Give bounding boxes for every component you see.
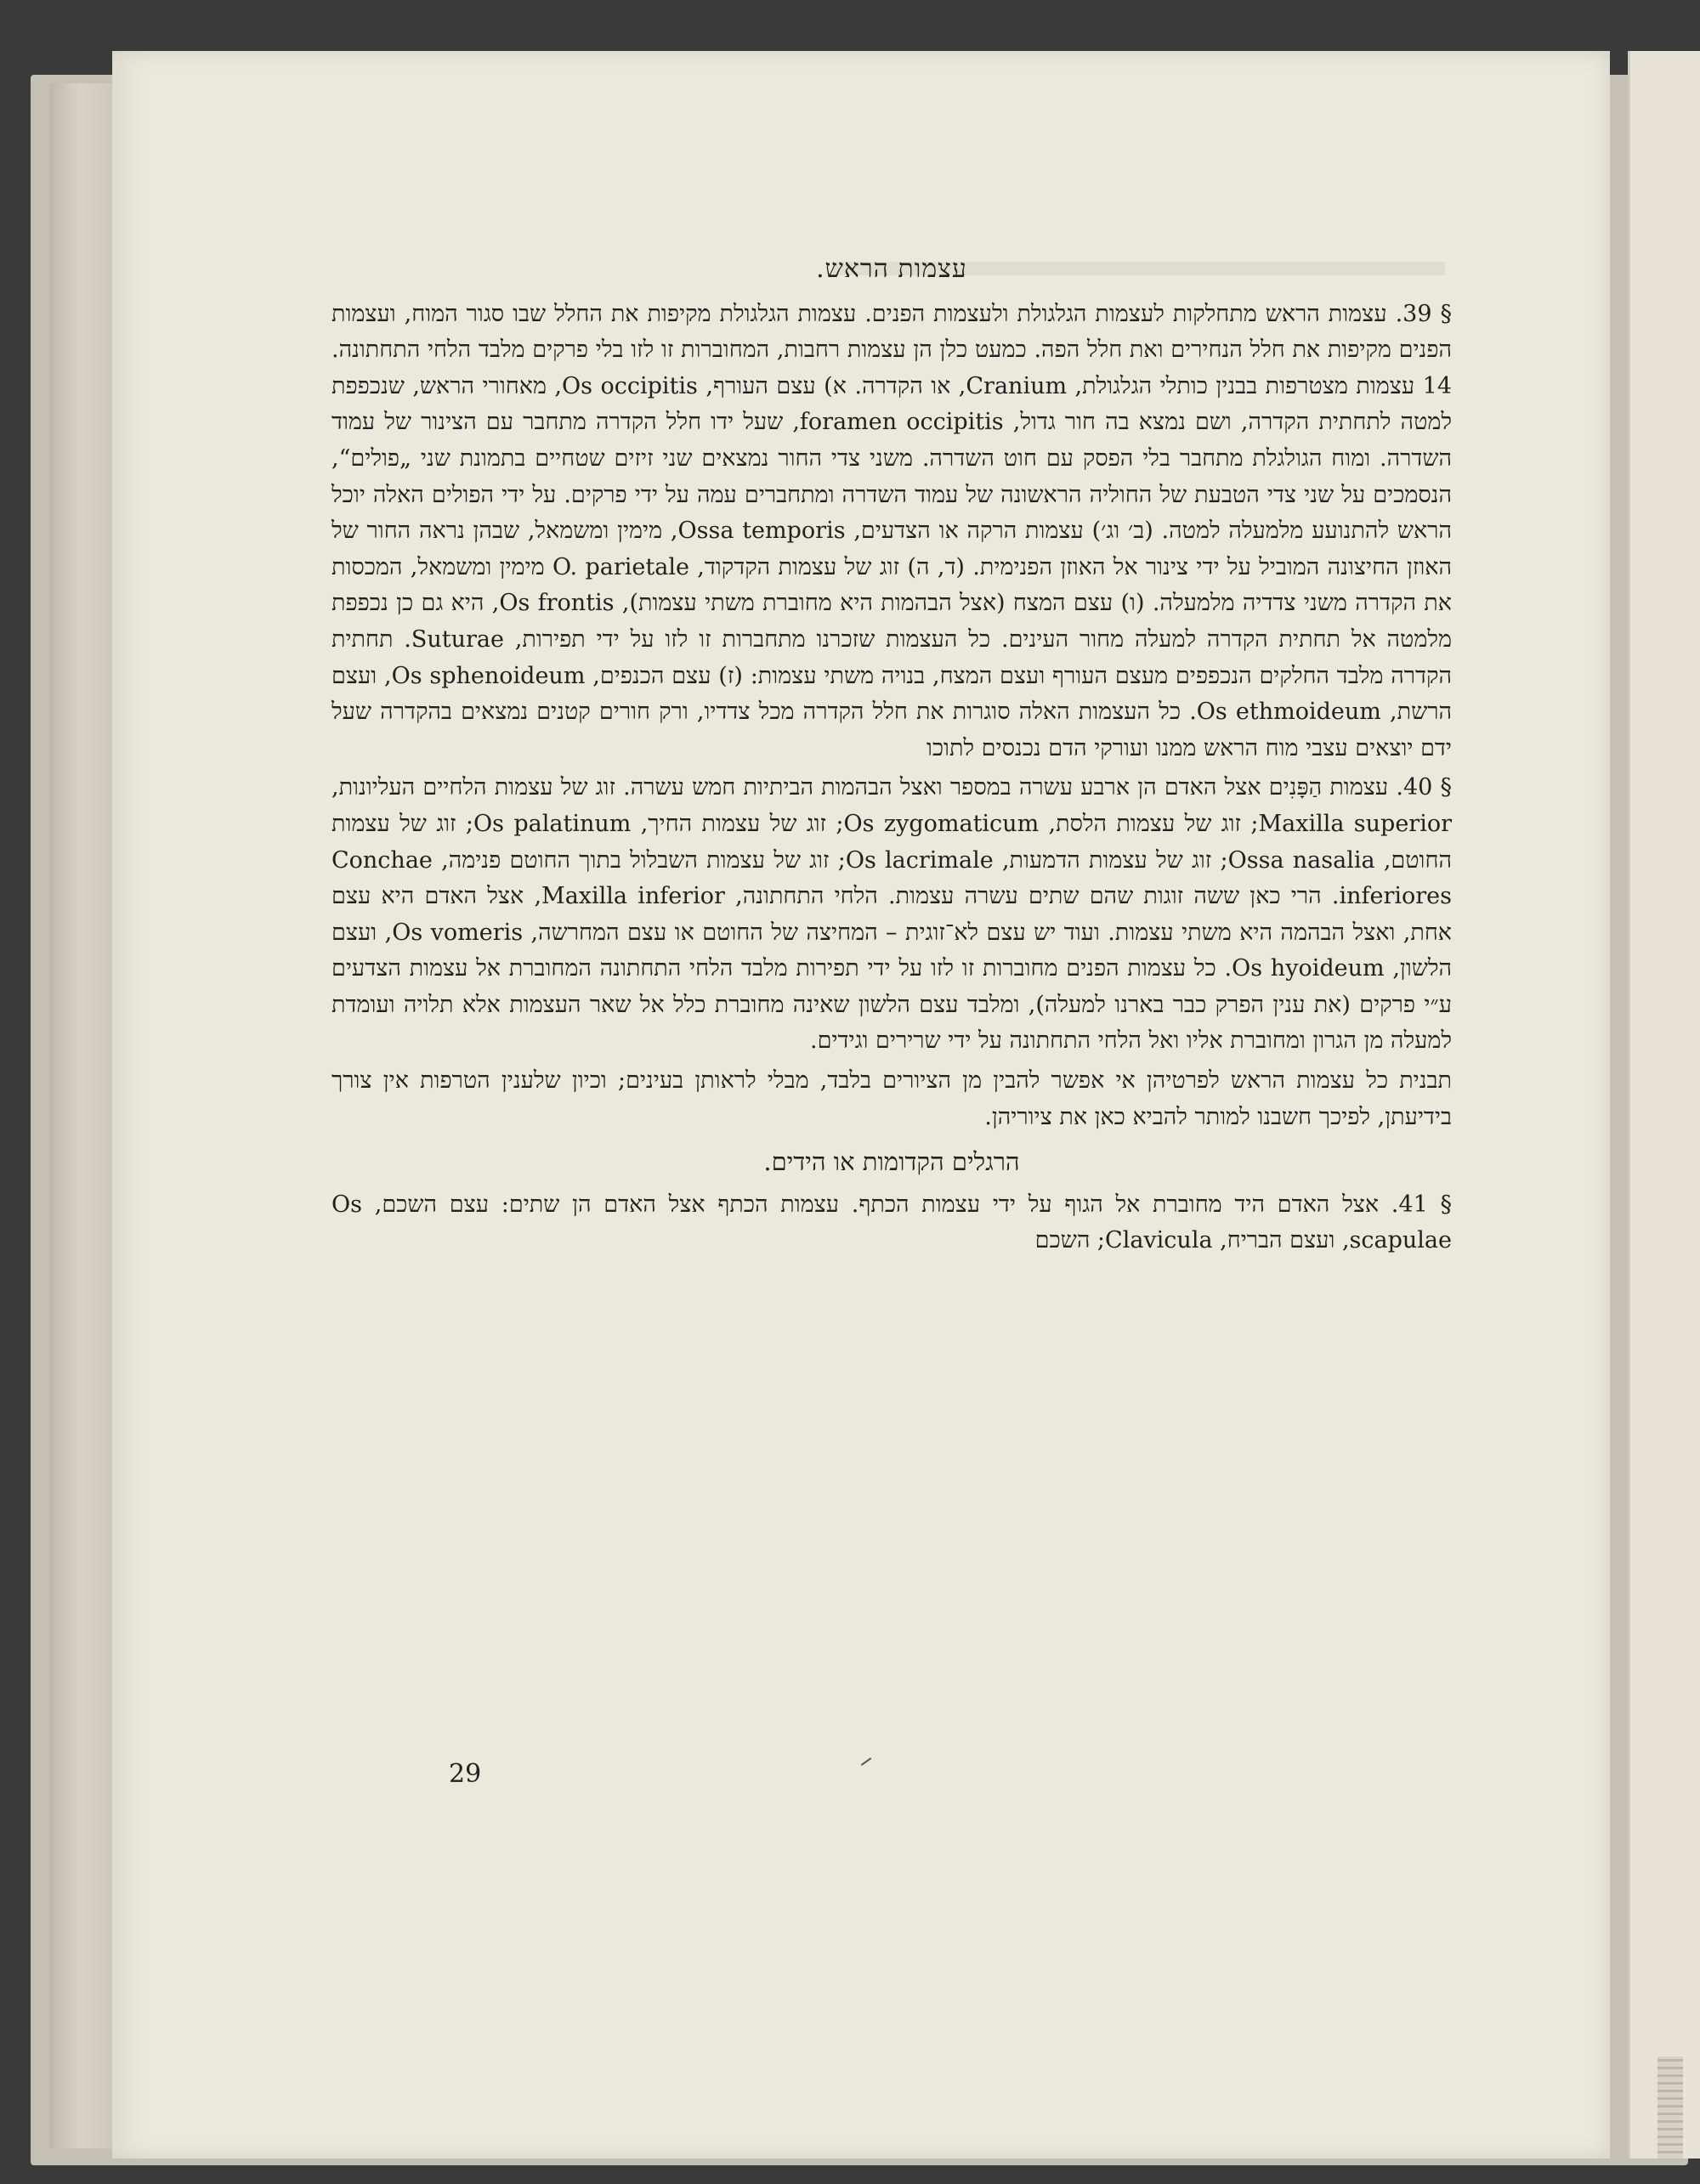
paragraph-41: § 41. אצל האדם היד מחוברת אל הגוף על ידי עצמות הכתף. עצמות הכתף אצל האדם הן שתים: עצם השכם, Os scapulae, ועצם הבריח, Clavicula; השכם [332,1191,1452,1254]
paragraph-40: § 40. עצמות הַפָּנִים אצל האדם הן ארבע עשרה במספר ואצל הבהמות הביתיות חמש עשרה. זוג של עצמות הלחיים העליונות, Maxilla superior; זוג של עצמות הלסת, Os zygomaticum; זוג של עצמות החיך, Os palatinum; זוג של עצמות החוטם, Ossa nasalia; זוג של עצמות הדמעות, Os lacrimale; זוג של עצמות השבלול בתוך החוטם פנימה, Conchae inferiores. הרי כאן ששה זוגות שהם שתים עשרה עצמות. הלחי התחתונה, Maxilla inferior, אצל האדם היא עצם אחת, ואצל הבהמה היא משתי עצמות. ועוד יש עצם לא־זוגית – המחיצה של החוטם או עצם המחרשה, Os vomeris, ועצם הלשון, Os hyoideum. כל עצמות הפנים מחוברות זו לזו על ידי תפירות מלבד הלחי התחתונה המחוברת אל עצמות הצדעים ע״י פרקים (את ענין הפרק כבר בארנו למעלה), ומלבד עצם הלשון שאינה מחוברת כלל אל שאר העצמות אלא תלויה ועומדת למעלה מן הגרון ומחוברת אליו ואל הלחי התחתונה על ידי שרירים וגידים. [332,774,1453,1055]
subsection-heading: הרגלים הקדומות או הידים. [763,1147,1020,1177]
page-number: 29 [449,1759,482,1789]
facing-page-edge [1628,51,1700,2159]
paragraph-39: § 39. עצמות הראש מתחלקות לעצמות הגלגולת ולעצמות הפנים. עצמות הגלגולת מקיפות את החלל שבו סגור המוח, ועצמות הפנים מקיפות את חלל הנחירים ואת חלל הפה. כמעט כלן הן עצמות רחבות, המחוברות זו לזו בלי פרקים מלבד הלחי התחתונה. 14 עצמות מצטרפות בבנין כותלי הגלגולת, Cranium, או הקדרה. א) עצם העורף, Os occipitis, מאחורי הראש, שנכפפת למטה לתחתית הקדרה, ושם נמצא בה חור גדול, foramen occipitis, שעל ידו חלל הקדרה מתחבר עם הצינור של עמוד השדרה. ומוח הגולגלת מתחבר בלי הפסק עם חוט השדרה. משני צדי החור נמצאים שני זיזים שטחיים בתמונת שני „פולים“, הנסמכים על שני צדי הטבעת של החוליה הראשונה של עמוד השדרה ומתחברים עמה על ידי פרקים. על ידי הפולים האלה יוכל הראש להתנועע מלמעלה למטה. (ב׳ וג׳) עצמות הרקה או הצדעים, Ossa temporis, מימין ומשמאל, שבהן נראה החור של האוזן החיצונה המוביל על ידי צינור אל האוזן הפנימית. (ד, ה) זוג של עצמות הקדקוד, O. parietale מימין ומשמאל, המכסות את הקדרה משני צדדיה מלמעלה. (ו) עצם המצח (אצל הבהמות היא מחוברת משתי עצמות), Os frontis, היא גם כן נכפפת מלמטה אל תחתית הקדרה למעלה מחור העינים. כל העצמות שזכרנו מתחברות זו לזו על ידי תפירות, Suturae. תחתית הקדרה מלבד החלקים הנכפפים מעצם העורף ועצם המצח, בנויה משתי עצמות: (ז) עצם הכנפים, Os sphenoideum, ועצם הרשת, Os ethmoideum. כל העצמות האלה סוגרות את חלל הקדרה מכל צדדיו, ורק חורים קטנים נמצאים בהקדרה שעל ידם יוצאים עצבי מוח הראש ממנו ועורקי הדם נכנסים לתוכו [332,300,1453,761]
page-text [332,252,1452,1781]
page-edge-texture [1658,2057,1683,2159]
paragraph-note: תבנית כל עצמות הראש לפרטיהן אי אפשר להבין מן הציורים בלבד, מבלי לראותן בעינים; וכיון שלענין הטרפות אין צורך בידיעתן, לפיכך חשבנו למותר להביא כאן את ציוריהן. [332,1067,1452,1130]
section-heading: עצמות הראש. [816,254,967,284]
